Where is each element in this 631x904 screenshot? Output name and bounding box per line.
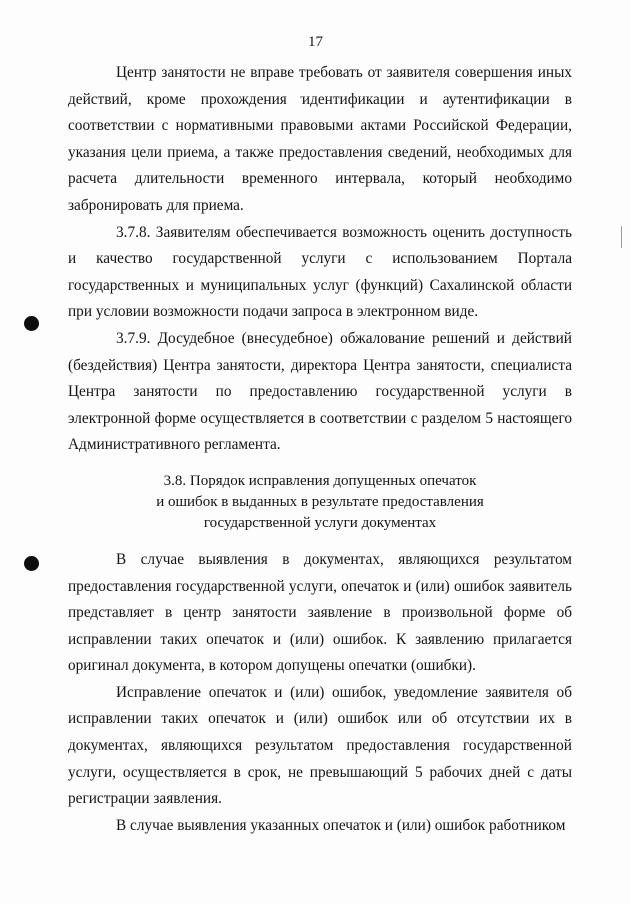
paragraph: Центр занятости не вправе требовать от заявителя совершения иных действий, кроме прохождения идентификации и аутентификации в соответствии с нормативными правовыми актами Российской Федерации, указания цели приема, а также предоставления сведений, необходимых для расчета длительности временного интервала, который необходимо забронировать для приема.	[68, 64, 572, 214]
paragraph: В случае выявления указанных опечаток и (или) ошибок работником	[116, 816, 566, 834]
section-heading-line: государственной услуги документах	[203, 514, 437, 531]
scan-artifact	[621, 226, 622, 248]
hole-punch-mark	[24, 316, 39, 331]
section-heading	[68, 471, 572, 534]
paragraph: В случае выявления в документах, являющихся результатом предоставления государственной услуги, опечаток и (или) ошибок заявитель представляет в центр занятости заявление в произвольной форме об исправлении таких опечаток и (или) ошибок. К заявлению прилагается оригинал документа, в котором допущены опечатки (ошибки).	[68, 550, 572, 675]
paragraph: Исправление опечаток и (или) ошибок, уведомление заявителя об исправлении таких опечаток и (или) ошибок или об отсутствии их в документах, являющихся результатом предоставления государственной услуги, осуществляется в срок, не превышающий 5 рабочих дней с даты регистрации заявления.	[68, 683, 572, 808]
paragraph: 3.7.8. Заявителям обеспечивается возможность оценить доступность и качество государственной услуги с использованием Портала государственных и муниципальных услуг (функций) Сахалинской области при условии возможности подачи запроса в электронном виде.	[68, 223, 572, 321]
page-number: 17	[308, 34, 323, 50]
section-heading-line: 3.8. Порядок исправления допущенных опечаток	[163, 472, 477, 489]
paragraph: 3.7.9. Досудебное (внесудебное) обжалование решений и действий (бездействия) Центра занятости, директора Центра занятости, специалиста Центра занятости по предоставлению государственной услуги в электронной форме осуществляется в соответствии с разделом 5 настоящего Административного регламента.	[68, 329, 572, 454]
hole-punch-mark	[24, 556, 39, 571]
section-heading-line: и ошибок в выданных в результате предоставления	[156, 493, 484, 510]
document-body	[68, 60, 572, 839]
